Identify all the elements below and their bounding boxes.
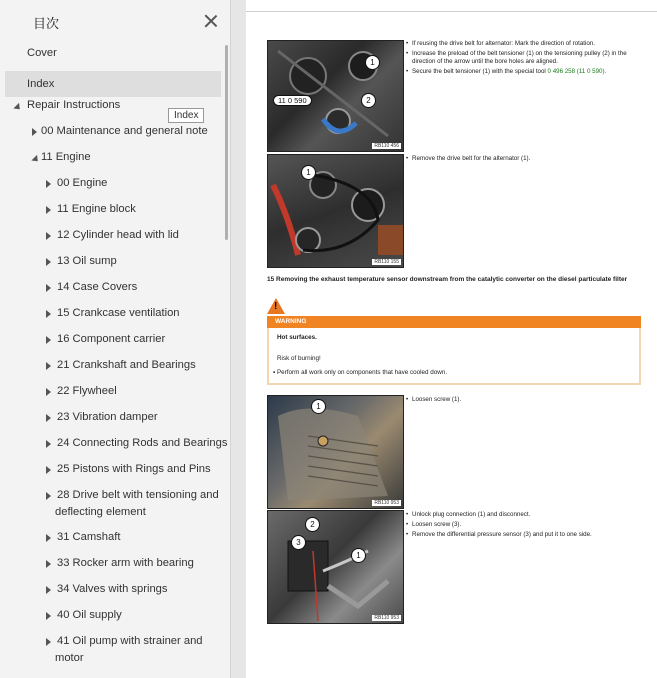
collapsed-triangle-icon[interactable] <box>46 180 51 188</box>
exhaust-photo-pressure-sensor <box>267 510 404 624</box>
toc-item[interactable] <box>0 607 226 633</box>
toc-sidebar <box>0 0 231 678</box>
toc-item[interactable] <box>0 633 226 675</box>
toc-item-label: 11 Engine block <box>57 203 136 215</box>
toc-item-label: 40 Oil supply <box>57 609 122 621</box>
collapsed-triangle-icon[interactable] <box>46 586 51 594</box>
collapsed-triangle-icon[interactable] <box>46 206 51 214</box>
toc-item-label: 14 Case Covers <box>57 281 138 293</box>
special-tool-label: 11 0 590 <box>273 95 312 106</box>
collapsed-triangle-icon[interactable] <box>46 336 51 344</box>
engine-photo-drive-belt <box>267 154 404 268</box>
toc-item-label: 25 Pistons with Rings and Pins <box>57 463 211 475</box>
callout-1: 1 <box>301 165 316 180</box>
collapsed-triangle-icon[interactable] <box>46 638 51 646</box>
warning-line: Hot surfaces. <box>277 334 317 341</box>
exhaust-photo-screw <box>267 395 404 509</box>
step-text: • Increase the preload of the belt tensioner (1) on the tensioning pulley (2) in the direction of the arrow until the bore holes are aligned. <box>406 50 642 66</box>
step-text: • Loosen screw (1). <box>406 396 642 404</box>
toc-item[interactable] <box>0 357 226 383</box>
collapsed-triangle-icon[interactable] <box>32 128 37 136</box>
collapsed-triangle-icon[interactable] <box>46 466 51 474</box>
step-text <box>406 68 642 76</box>
expanded-triangle-icon[interactable] <box>31 155 40 164</box>
step-text: • Loosen screw (3). <box>406 521 642 529</box>
collapsed-triangle-icon[interactable] <box>46 414 51 422</box>
steps-block-3 <box>406 396 642 406</box>
step-text: • If reusing the drive belt for alternator: Mark the direction of rotation. <box>406 40 642 48</box>
toc-item[interactable] <box>0 529 226 555</box>
toc-item[interactable] <box>0 149 226 175</box>
toc-item-label: 21 Crankshaft and Bearings <box>57 359 196 371</box>
collapsed-triangle-icon[interactable] <box>46 310 51 318</box>
toc-item[interactable] <box>0 581 226 607</box>
special-tool-link[interactable]: 0 496 258 (11 0 590). <box>547 68 607 75</box>
toc-item-label: 13 Oil sump <box>57 255 117 267</box>
toc-item[interactable] <box>0 435 226 461</box>
toc-item[interactable] <box>0 383 226 409</box>
steps-block-4 <box>406 511 642 541</box>
toc-item[interactable] <box>0 487 226 529</box>
photo-code: RB110 456 <box>374 143 399 149</box>
toc-item-label: 24 Connecting Rods and Bearings <box>57 437 228 449</box>
warning-triangle-icon <box>267 298 285 314</box>
warning-icon-glyph: ! <box>274 301 278 312</box>
steps-block-2 <box>406 155 642 165</box>
photo-code: RB110 953 <box>374 615 399 621</box>
toc-item[interactable] <box>0 253 226 279</box>
section-heading: 15 Removing the exhaust temperature sensor downstream from the catalytic converter on the diesel particulate filter <box>267 276 628 283</box>
callout-3: 3 <box>291 535 306 550</box>
collapsed-triangle-icon[interactable] <box>46 560 51 568</box>
collapsed-triangle-icon[interactable] <box>46 440 51 448</box>
toc-item-label: 34 Valves with springs <box>57 583 168 595</box>
toc-item-label: 15 Crankcase ventilation <box>57 307 180 319</box>
step-text: • Unlock plug connection (1) and disconnect. <box>406 511 642 519</box>
warning-line: Risk of burning! <box>277 355 321 362</box>
toc-item-label: 23 Vibration damper <box>57 411 158 423</box>
toc-item[interactable] <box>0 461 226 487</box>
warning-bullet: ▪ Perform all work only on components that have cooled down. <box>273 369 448 376</box>
toc-item-label: 22 Flywheel <box>57 385 117 397</box>
collapsed-triangle-icon[interactable] <box>46 232 51 240</box>
toc-item[interactable] <box>0 305 226 331</box>
toc-item-label: 28 Drive belt with tensioning and <box>57 489 219 501</box>
toc-item-label: 16 Component carrier <box>57 333 166 345</box>
warning-header: WARNING <box>267 316 641 328</box>
toc-item-label: motor <box>55 652 84 664</box>
step-text: Secure the belt tensioner (1) with the special tool <box>412 68 546 75</box>
toc-item-label: 41 Oil pump with strainer and <box>57 635 203 647</box>
toc-item-label: Index <box>27 78 55 90</box>
tooltip: Index <box>168 108 204 123</box>
collapsed-triangle-icon[interactable] <box>46 362 51 370</box>
toc-item[interactable] <box>0 201 226 227</box>
callout-2: 2 <box>361 93 376 108</box>
photo-code: RB110 155 <box>374 259 399 265</box>
collapsed-triangle-icon[interactable] <box>46 388 51 396</box>
close-icon[interactable] <box>204 14 218 28</box>
toc-item-label: deflecting element <box>55 506 146 518</box>
document-page <box>246 0 657 678</box>
toc-tree <box>0 45 226 675</box>
toc-item-label: 31 Camshaft <box>57 531 121 543</box>
callout-1: 1 <box>311 399 326 414</box>
step-text: • Remove the drive belt for the alternator (1). <box>406 155 642 163</box>
expanded-triangle-icon[interactable] <box>13 103 22 112</box>
collapsed-triangle-icon[interactable] <box>46 534 51 542</box>
photo-code: RB110 953 <box>374 500 399 506</box>
document-viewer[interactable] <box>231 0 657 678</box>
steps-block-1 <box>406 40 642 78</box>
toc-item[interactable] <box>0 45 226 71</box>
toc-item[interactable] <box>0 555 226 581</box>
callout-1: 1 <box>351 548 366 563</box>
toc-item-label: 33 Rocker arm with bearing <box>57 557 194 569</box>
callout-2: 2 <box>305 517 320 532</box>
toc-item-label: 12 Cylinder head with lid <box>57 229 179 241</box>
page-edge <box>246 11 657 12</box>
toc-item-label: Repair Instructions <box>27 99 121 111</box>
toc-item-label: 00 Maintenance and general note <box>41 125 208 137</box>
warning-bullet-text: Perform all work only on components that have cooled down. <box>276 369 448 376</box>
collapsed-triangle-icon[interactable] <box>46 612 51 620</box>
toc-item-label: Cover <box>27 47 57 59</box>
sidebar-scrollbar[interactable] <box>225 45 228 240</box>
sidebar-title: 目次 <box>33 16 60 31</box>
toc-item[interactable] <box>0 331 226 357</box>
toc-item[interactable] <box>0 123 226 149</box>
collapsed-triangle-icon[interactable] <box>46 492 51 500</box>
warning-box <box>267 328 641 385</box>
step-text: • Remove the differential pressure sensor (3) and put it to one side. <box>406 531 642 539</box>
engine-photo-belt-tensioner <box>267 40 404 152</box>
toc-item[interactable] <box>0 227 226 253</box>
collapsed-triangle-icon[interactable] <box>46 284 51 292</box>
callout-1: 1 <box>365 55 380 70</box>
toc-item[interactable] <box>0 409 226 435</box>
toc-item[interactable] <box>0 279 226 305</box>
toc-item[interactable] <box>5 71 221 97</box>
toc-item[interactable] <box>0 175 226 201</box>
toc-item-label: 00 Engine <box>57 177 108 189</box>
toc-item-label: 11 Engine <box>41 151 91 163</box>
collapsed-triangle-icon[interactable] <box>46 258 51 266</box>
